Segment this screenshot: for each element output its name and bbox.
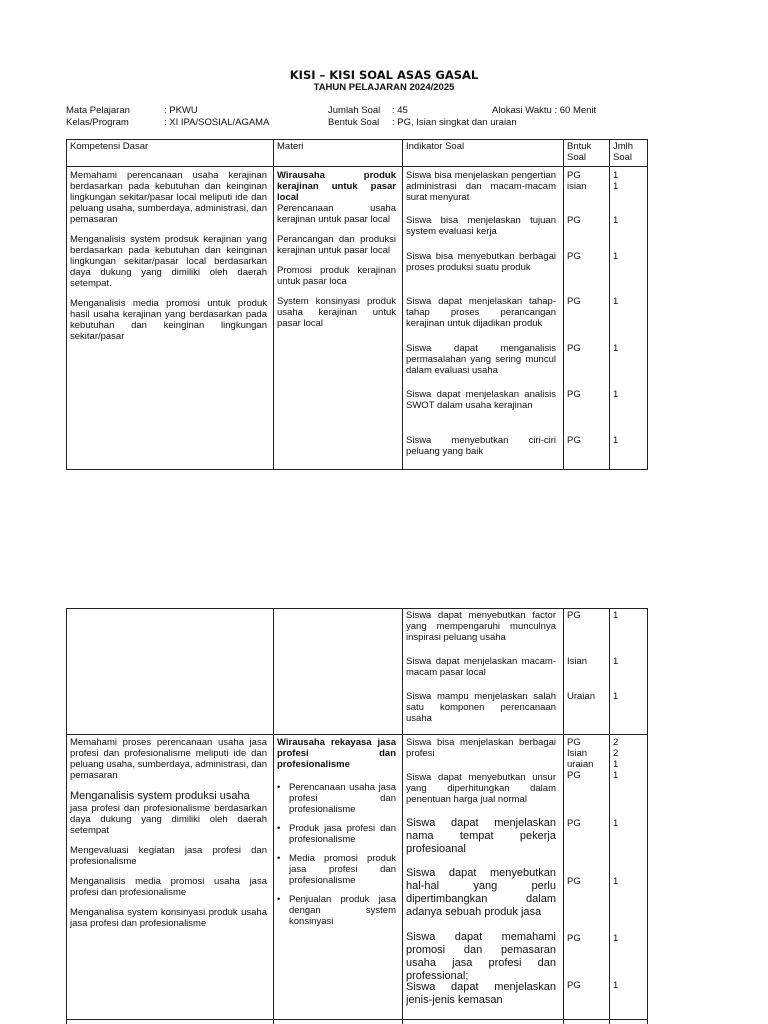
jumlah-soal-value: 2 2 1 1 — [613, 737, 619, 781]
indikator-item: Siswa bisa menjelaskan tujuan system evaluasi kerja — [406, 215, 556, 237]
header-bentuk-soal: Bntuk Soal — [567, 141, 592, 163]
kelas-program-label: Kelas/Program — [66, 117, 129, 128]
indikator-item: Siswa mampu menjelaskan salah satu komponen perencanaan usaha — [406, 691, 556, 724]
document-title: KISI – KISI SOAL ASAS GASAL — [289, 68, 479, 82]
bentuk-soal-value: PG — [567, 876, 581, 887]
kelas-program-value: : XI IPA/SOSIAL/AGAMA — [164, 117, 270, 128]
indikator-item: Siswa dapat menyebutkan unsur yang diperhitungkan dalam penentuan harga jual normal — [406, 772, 556, 805]
materi-item: Perencanaan usaha kerajinan untuk pasar local — [277, 203, 396, 225]
materi-list — [277, 782, 396, 927]
bentuk-soal-value: PG — [567, 215, 581, 226]
bentuk-soal-value: PG — [567, 389, 581, 400]
materi-item: • Perencanaan usaha jasa profesi dan profesionalisme — [285, 782, 396, 815]
kompetensi-item: Menganalisis media promosi untuk produk hasil usaha kerajinan yang berdasarkan pada kebutuhan dan keinginan lingkungan sekitar/pasar — [70, 298, 267, 342]
materi-item: System konsinyasi produk usaha kerajinan untuk pasar local — [277, 296, 396, 329]
kompetensi-dasar-column — [70, 170, 267, 351]
indikator-item: Siswa dapat memahami promosi dan pemasaran usaha jasa profesi dan professional; — [406, 931, 556, 982]
jumlah-soal-value: : 45 — [392, 105, 408, 116]
jumlah-soal-value: 1 — [613, 980, 619, 991]
jumlah-soal-value: 1 — [613, 435, 619, 446]
mata-pelajaran-label: Mata Pelajaran — [66, 105, 130, 116]
document-subtitle: TAHUN PELAJARAN 2024/2025 — [313, 82, 455, 93]
indikator-item: Siswa bisa menjelaskan berbagai profesi — [406, 737, 556, 759]
materi-item: • Penjualan produk jasa dengan system konsinyasi — [285, 894, 396, 927]
indikator-item: Siswa dapat menyebutkan hal-hal yang perlu dipertimbangkan dalam adanya sebuah produk jasa — [406, 867, 556, 918]
bentuk-soal-value: PG — [567, 980, 581, 991]
materi-column — [277, 737, 396, 935]
indikator-item: Siswa dapat menjelaskan macam-macam pasar local — [406, 656, 556, 678]
jumlah-soal-value: 1 — [613, 251, 619, 262]
kompetensi-item: Memahami proses perencanaan usaha jasa profesi dan profesionalisme meliputi ide dan peluang usaha, sumberdaya, administrasi, dan pemasaran — [70, 737, 267, 781]
indikator-item: Siswa dapat menyebutkan factor yang mempengaruhi munculnya inspirasi peluang usaha — [406, 610, 556, 643]
kompetensi-dasar-column — [70, 737, 267, 938]
kompetensi-item: Menganalisis system prodsuk kerajinan yang berdasarkan pada kebutuhan dan keinginan lingkungan sekitar/pasar local berdasarkan daya dukung yang dimiliki oleh daerah setempat. — [70, 234, 267, 289]
header-indikator-soal: Indikator Soal — [406, 141, 465, 152]
materi-item: • Media promosi produk jasa profesi dan profesionalisme — [285, 853, 396, 886]
jumlah-soal-value: 1 1 — [613, 170, 619, 192]
bentuk-soal-value: Uraian — [567, 691, 595, 702]
jumlah-soal-value: 1 — [613, 610, 619, 621]
alokasi-waktu: Alokasi Waktu : 60 Menit — [492, 105, 597, 116]
materi-title: Wirausaha produk kerajinan untuk pasar local — [277, 170, 396, 203]
jumlah-soal-value: 1 — [613, 876, 619, 887]
jumlah-soal-value: 1 — [613, 296, 619, 307]
bentuk-soal-value: PG — [567, 343, 581, 354]
indikator-item: Siswa bisa menyebutkan berbagai proses produksi suatu produk — [406, 251, 556, 273]
kompetensi-item: jasa profesi dan profesionalisme berdasarkan daya dukung yang dimiliki oleh daerah setempat — [70, 803, 267, 836]
materi-column — [277, 170, 396, 338]
bentuk-soal-value: PG — [567, 818, 581, 829]
kompetensi-item: Menganalisis media promosi usaha jasa profesi dan profesionalisme — [70, 876, 267, 898]
jumlah-soal-value: 1 — [613, 343, 619, 354]
header-jumlah-soal: Jmlh Soal — [613, 141, 634, 163]
kompetensi-item: Memahami perencanaan usaha kerajinan berdasarkan pada kebutuhan dan keinginan lingkungan sekitar/pasar local meliputi ide dan peluang usaha, sumberdaya, administrasi, dan pemasaran — [70, 170, 267, 225]
materi-item: Perancangan dan produksi kerajinan untuk pasar local — [277, 234, 396, 256]
bentuk-soal-label: Bentuk Soal — [328, 117, 380, 128]
bentuk-soal-value: PG — [567, 435, 581, 446]
indikator-item: Siswa dapat menjelaskan tahap-tahap proses perancangan kerajinan untuk dijadikan produk — [406, 296, 556, 329]
indikator-item: Siswa menyebutkan ciri-ciri peluang yang baik — [406, 435, 556, 457]
jumlah-soal-value: 1 — [613, 389, 619, 400]
mata-pelajaran-value: : PKWU — [164, 105, 198, 116]
bentuk-soal-value: PG — [567, 610, 581, 621]
kompetensi-item: Mengevaluasi kegiatan jasa profesi dan profesionalisme — [70, 845, 267, 867]
jumlah-soal-label: Jumlah Soal — [328, 105, 381, 116]
bentuk-soal-value: Isian — [567, 656, 588, 667]
bentuk-soal-value: PG isian — [567, 170, 587, 192]
kompetensi-item: Menganalisis system produksi usaha — [70, 790, 250, 802]
bentuk-soal-value: PG — [567, 296, 581, 307]
indikator-item: Siswa dapat menjelaskan nama tempat pekerja profesioanal — [406, 817, 556, 855]
kompetensi-item: Menganalisa system konsinyasi produk usaha jasa profesi dan profesionalisme — [70, 907, 267, 929]
materi-title: Wirausaha rekayasa jasa profesi dan profesionalisme — [277, 737, 396, 770]
jumlah-soal-value: 1 — [613, 818, 619, 829]
bentuk-soal-value: : PG, Isian singkat dan uraian — [392, 117, 517, 128]
jumlah-soal-value: 1 — [613, 691, 619, 702]
jumlah-soal-value: 1 — [613, 933, 619, 944]
header-kompetensi-dasar: Kompetensi Dasar — [70, 141, 149, 152]
indikator-item: Siswa dapat menjelaskan analisis SWOT dalam usaha kerajinan — [406, 389, 556, 411]
indikator-item: Siswa dapat menjelaskan jenis-jenis kemasan — [406, 981, 556, 1006]
indikator-item: Siswa dapat menganalisis permasalahan yang sering muncul dalam evaluasi usaha — [406, 343, 556, 376]
materi-item: Promosi produk kerajinan untuk pasar loca — [277, 265, 396, 287]
indikator-item: Siswa bisa menjelaskan pengertian administrasi dan macam-macam surat menyurat — [406, 170, 556, 203]
jumlah-soal-value: 1 — [613, 656, 619, 667]
jumlah-soal-value: 1 — [613, 215, 619, 226]
bentuk-soal-value: PG — [567, 251, 581, 262]
bentuk-soal-value: PG — [567, 933, 581, 944]
materi-item: • Produk jasa profesi dan profesionalisme — [285, 823, 396, 845]
header-materi: Materi — [277, 141, 304, 152]
bentuk-soal-value: PG Isian uraian PG — [567, 737, 594, 781]
